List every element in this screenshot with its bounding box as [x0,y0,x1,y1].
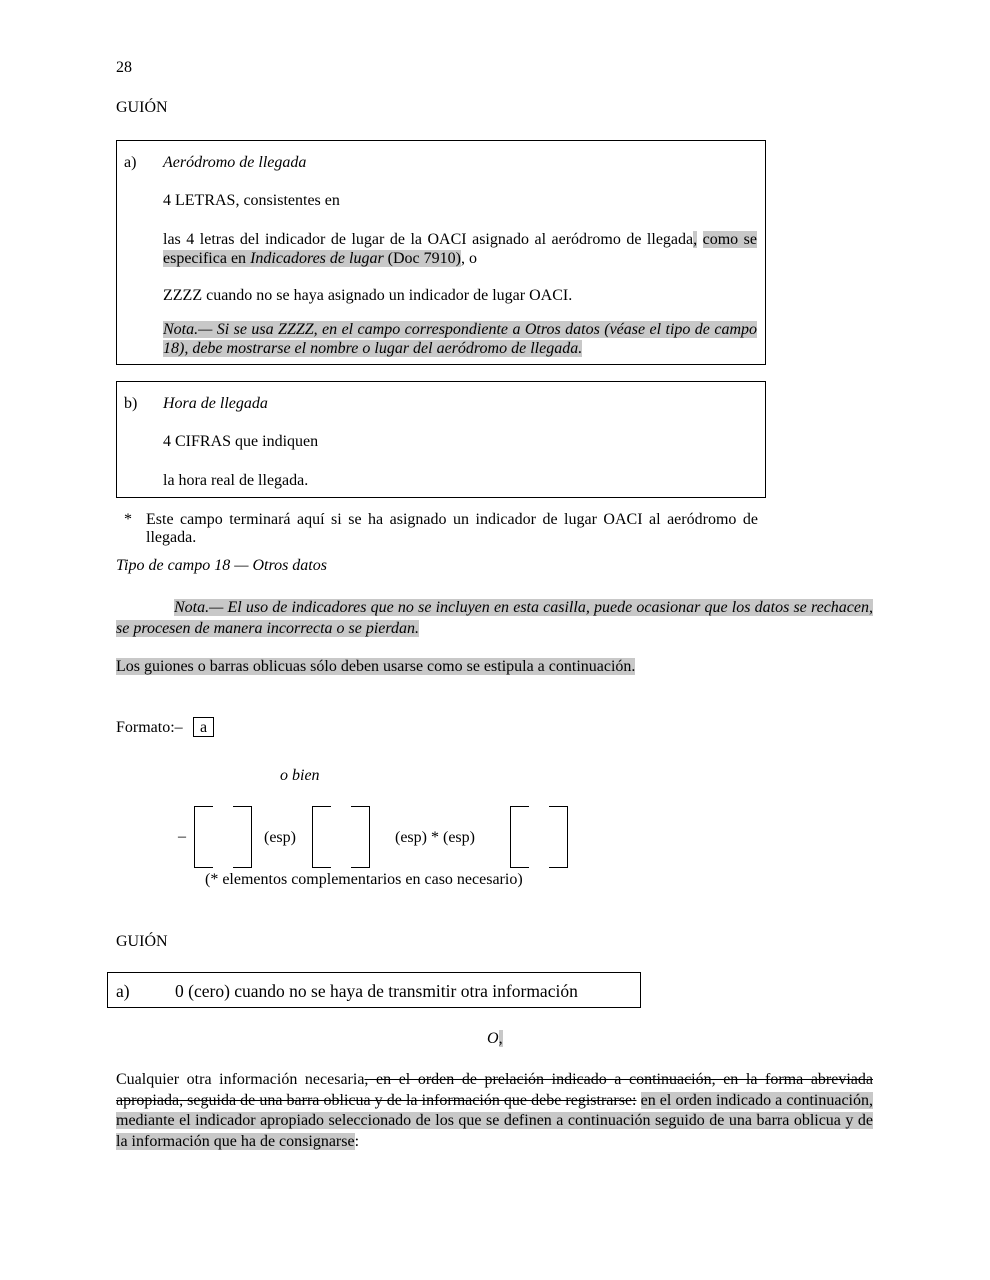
o-comma: , [498,1030,503,1047]
dash-symbol: – [178,828,186,845]
field-description [163,230,757,268]
field18-title: Tipo de campo 18 — Otros datos [116,557,327,574]
desc-text: las 4 letras del indicador de lugar de la OACI asignado al aeródromo de llegada [163,231,694,248]
esp-label: (esp) [264,829,296,846]
item-letter: b) [124,395,138,412]
box-hora-llegada [116,381,766,498]
field-title: Aeródromo de llegada [163,154,307,171]
desc-end: , o [460,250,477,267]
final-highlight: en el orden indicado a continuación, mediante el indicador apropiado seleccionado de los que se definen a continuación seguido de una barra oblicua y de la información que ha de consignarse [116,1091,874,1150]
footnote-text [146,511,758,547]
hyphens-text: Los guiones o barras oblicuas sólo deben usarse como se estipula a continuación. [116,658,636,675]
o-bien-label: o bien [280,767,320,784]
final-plain: Cualquier otra información necesaria [116,1071,365,1088]
item-letter: a) [124,154,137,171]
field-alternative: ZZZZ cuando no se haya asignado un indicador de lugar OACI. [163,287,573,304]
field-description: la hora real de llegada. [163,472,309,489]
page-number: 28 [116,59,132,76]
final-paragraph [116,1070,873,1152]
box-cero-text: 0 (cero) cuando no se haya de transmitir otra información [175,981,578,1001]
final-end: : [354,1132,360,1150]
bracket-box [194,806,252,868]
bracket-box [312,806,370,868]
doc-number: (Doc 7910) [383,250,461,267]
field-format: 4 LETRAS, consistentes en [163,192,340,209]
note-indicators-text: Nota.— El uso de indicadores que no se incluyen en esta casilla, puede ocasionar que los datos se rechacen, se procesen de manera incorrecta o se pierdan. [116,599,873,637]
field-format: 4 CIFRAS que indiquen [163,433,319,450]
hyphens-paragraph [116,658,635,676]
final-space [637,1092,641,1109]
esp-star-label: (esp) * (esp) [395,829,475,846]
footnote-marker: * [124,511,132,528]
desc-comma: , [693,231,698,248]
format-box: a [193,717,214,737]
format-label: Formato:– [116,719,183,736]
section-heading-guion-2: GUIÓN [116,933,168,950]
box-aerodromo-llegada [116,140,766,365]
box-cero [107,972,641,1008]
note-indicators [116,597,873,639]
desc-hl-text: como se especifica en [163,231,757,267]
doc-title: Indicadores de lugar [250,250,384,267]
final-struck: , en el orden de prelación indicado a continuación, en la forma abreviada apropiada, seguida de una barra oblicua y de la información que debe registrarse: [116,1071,873,1109]
o-letter: O [487,1030,499,1047]
o-mark [487,1030,503,1048]
complement-note: (* elementos complementarios en caso necesario) [205,871,523,888]
bracket-box [510,806,568,868]
note-text: Nota.— Si se usa ZZZZ, en el campo correspondiente a Otros datos (véase el tipo de campo 18), debe mostrarse el nombre o lugar del aeródromo de llegada. [163,321,757,357]
field-title: Hora de llegada [163,395,268,412]
item-letter: a) [116,981,130,1001]
section-heading-guion: GUIÓN [116,99,168,116]
footnote-body: Este campo terminará aquí si se ha asignado un indicador de lugar OACI al aeródromo de llegada. [146,511,758,546]
note [163,320,757,358]
